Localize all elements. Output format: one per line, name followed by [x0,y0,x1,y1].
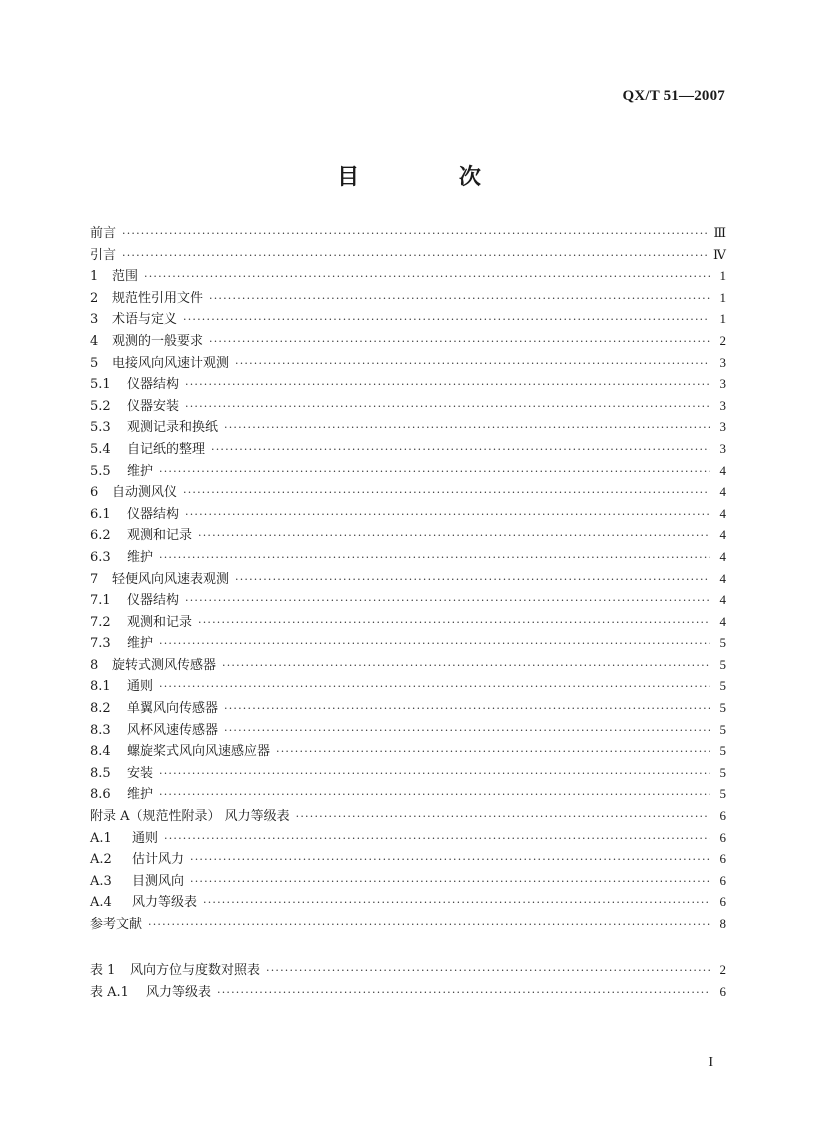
toc-entry[interactable] [90,805,726,827]
entry-page-number: Ⅲ [713,225,726,240]
entry-label: 目测风向 [132,873,185,889]
entry-label: 规范性引用文件 [112,290,204,306]
dot-leader [224,698,710,720]
dot-leader [159,763,710,785]
entry-page-number: 6 [719,983,726,999]
entry-label: 仪器结构 [127,377,180,393]
entry-page-number: 4 [719,462,726,478]
entry-label: 估计风力 [132,852,185,868]
page-number: I [708,1055,713,1070]
entry-number: 3 [90,312,99,328]
entry-number: 6.1 [90,506,111,522]
entry-label: 观测和记录 [127,528,193,544]
entry-label: 仪器结构 [127,506,180,522]
entry-label: 观测的一般要求 [112,333,204,349]
toc-entry[interactable] [90,870,726,892]
entry-page-number: 4 [719,570,726,586]
entry-label: 参考文献 [90,917,143,932]
list-of-tables [90,959,726,1002]
dot-leader [159,676,710,698]
toc-entry[interactable] [90,611,726,633]
toc-entry[interactable] [90,373,726,395]
entry-label: 风向方位与度数对照表 [130,963,261,978]
entry-number: 5.3 [90,420,111,436]
page-title: 目 次 [337,164,527,190]
entry-page-number: 1 [719,289,726,305]
dot-leader [235,569,710,591]
entry-label: 附录 A（规范性附录） 风力等级表 [90,809,290,825]
entry-label: 维护 [127,549,154,565]
dot-leader [209,288,710,310]
toc-entry[interactable] [90,589,726,611]
entry-number: 6.2 [90,528,111,544]
dot-leader [276,741,710,763]
entry-label: 观测和记录 [127,614,193,630]
dot-leader [266,960,710,982]
toc-entry[interactable] [90,244,726,266]
toc-entry[interactable] [90,783,726,805]
document-code: QX/T 51—2007 [622,88,725,104]
entry-number: 5.5 [90,463,111,479]
entry-page-number: 5 [719,700,726,716]
entry-page-number: 6 [719,851,726,867]
entry-label: 通则 [132,830,159,846]
dot-leader [122,223,707,245]
toc-entry[interactable] [90,568,726,590]
table-of-contents [90,222,726,935]
toc-entry[interactable] [90,330,726,352]
entry-number: 表 1 [90,963,116,978]
toc-entry[interactable] [90,762,726,784]
dot-leader [159,784,710,806]
entry-label: 螺旋桨式风向风速感应器 [127,744,271,760]
entry-page-number: 4 [719,548,726,564]
entry-label: 自动测风仪 [112,485,178,501]
toc-entry[interactable] [90,352,726,374]
dot-leader [190,849,710,871]
entry-label: 风杯风速传感器 [127,722,219,738]
entry-label: 维护 [127,463,154,479]
dot-leader [190,871,710,893]
entry-number: 8.2 [90,701,111,717]
entry-page-number: 4 [719,613,726,629]
dot-leader [222,655,710,677]
dot-leader [148,914,710,936]
dot-leader [211,439,710,461]
dot-leader [224,720,710,742]
entry-label: 维护 [127,636,154,652]
entry-number: 表 A.1 [90,984,129,1000]
dot-leader [185,504,710,526]
toc-entry[interactable] [90,460,726,482]
entry-page-number: 3 [719,440,726,456]
entry-label: 维护 [127,787,154,803]
toc-entry[interactable] [90,632,726,654]
toc-entry[interactable] [90,416,726,438]
entry-page-number: 4 [719,484,726,500]
entry-page-number: 3 [719,419,726,435]
dot-leader [183,309,710,331]
toc-entry[interactable] [90,675,726,697]
entry-page-number: 5 [719,764,726,780]
entry-number: 6 [90,485,99,501]
entry-number: 6.3 [90,549,111,565]
dot-leader [198,525,710,547]
entry-number: 8.5 [90,765,111,781]
entry-number: 8 [90,657,99,673]
entry-label: 单翼风向传感器 [127,701,219,717]
entry-label: 仪器安装 [127,398,180,414]
entry-page-number: 6 [719,894,726,910]
entry-label: 旋转式测风传感器 [112,657,217,673]
dot-leader [159,633,710,655]
entry-page-number: 5 [719,786,726,802]
dot-leader [217,982,710,1004]
dot-leader [159,461,710,483]
entry-label: 风力等级表 [146,984,212,1000]
entry-label: 引言 [90,247,117,263]
toc-entry[interactable] [90,524,726,546]
toc-entry[interactable] [90,308,726,330]
table-list-entry[interactable] [90,959,726,981]
dot-leader [144,266,710,288]
toc-entry[interactable] [90,740,726,762]
entry-number: 5.1 [90,377,111,393]
entry-label: 前言 [90,226,117,241]
entry-label: 轻便风向风速表观测 [112,571,230,587]
entry-number: 1 [90,269,99,285]
dot-leader [209,331,710,353]
entry-number: 7.3 [90,636,111,652]
entry-number: 5 [90,355,99,371]
toc-entry[interactable] [90,265,726,287]
entry-page-number: 3 [719,354,726,370]
dot-leader [185,396,710,418]
toc-entry[interactable] [90,546,726,568]
dot-leader [296,806,710,828]
entry-number: A.4 [90,895,112,911]
entry-page-number: 2 [719,962,726,977]
toc-entry[interactable] [90,913,726,935]
entry-label: 观测记录和换纸 [127,420,219,436]
toc-entry[interactable] [90,697,726,719]
toc-entry[interactable] [90,719,726,741]
entry-page-number: 4 [719,505,726,521]
entry-number: 8.3 [90,722,111,738]
entry-label: 安装 [127,765,154,781]
entry-page-number: 5 [719,635,726,651]
dot-leader [159,547,710,569]
entry-number: A.2 [90,852,112,868]
entry-page-number: 3 [719,376,726,392]
entry-label: 通则 [127,679,154,695]
entry-page-number: 4 [719,527,726,543]
toc-entry[interactable] [90,287,726,309]
entry-page-number: 1 [719,268,726,284]
entry-number: 7.2 [90,614,111,630]
dot-leader [185,374,710,396]
entry-page-number: 6 [719,829,726,845]
entry-page-number: 1 [719,311,726,327]
entry-number: 5.2 [90,398,111,414]
entry-page-number: 8 [719,916,726,931]
toc-entry[interactable] [90,222,726,244]
entry-page-number: 2 [719,332,726,348]
entry-number: 8.1 [90,679,111,695]
entry-page-number: 5 [719,721,726,737]
entry-page-number: Ⅳ [713,246,726,262]
dot-leader [183,482,710,504]
dot-leader [198,612,710,634]
entry-page-number: 4 [719,592,726,608]
entry-number: 7.1 [90,593,111,609]
entry-page-number: 5 [719,678,726,694]
toc-entry[interactable] [90,503,726,525]
entry-number: 4 [90,333,99,349]
toc-entry[interactable] [90,827,726,849]
entry-number: A.1 [90,830,112,846]
entry-number: 7 [90,571,99,587]
toc-entry[interactable] [90,481,726,503]
entry-page-number: 5 [719,743,726,759]
dot-leader [164,828,710,850]
dot-leader [224,417,710,439]
toc-entry[interactable] [90,891,726,913]
toc-entry[interactable] [90,438,726,460]
dot-leader [235,353,710,375]
dot-leader [122,245,707,267]
entry-number: 8.6 [90,787,111,803]
dot-leader [185,590,710,612]
entry-number: 8.4 [90,744,111,760]
toc-entry[interactable] [90,654,726,676]
entry-label: 电接风向风速计观测 [112,355,230,371]
entry-number: 2 [90,290,99,306]
toc-entry[interactable] [90,395,726,417]
toc-entry[interactable] [90,848,726,870]
entry-page-number: 3 [719,397,726,413]
entry-page-number: 6 [719,872,726,888]
entry-number: 5.4 [90,441,111,457]
entry-label: 术语与定义 [112,312,178,328]
dot-leader [203,892,710,914]
entry-label: 仪器结构 [127,593,180,609]
table-list-entry[interactable] [90,981,726,1003]
entry-label: 范围 [112,269,139,285]
entry-page-number: 5 [719,656,726,672]
entry-page-number: 6 [719,808,726,824]
entry-label: 风力等级表 [132,895,198,911]
entry-number: A.3 [90,873,112,889]
entry-label: 自记纸的整理 [127,441,206,457]
